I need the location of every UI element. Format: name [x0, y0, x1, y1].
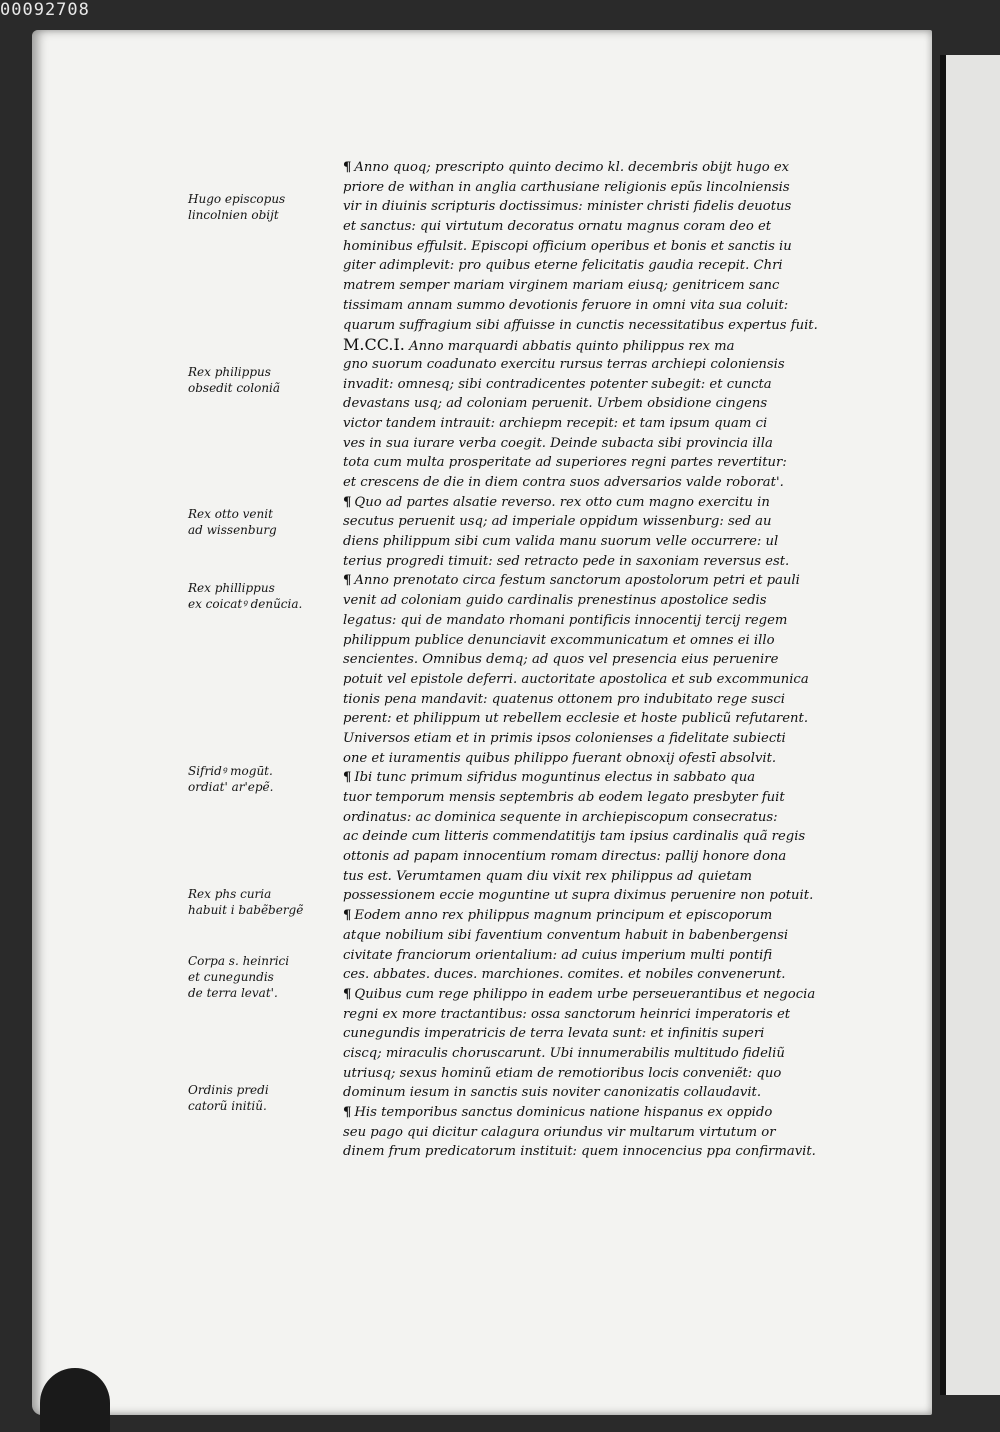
- paragraph-mark: ¶: [343, 1105, 352, 1120]
- paragraph-mark: ¶: [343, 160, 352, 175]
- text-line: regni ex more tractantibus: ossa sanctorum heinrici imperatoris et: [343, 1006, 791, 1022]
- margin-note-line: catorũ initiũ.: [188, 1099, 267, 1113]
- paragraph-mark: ¶: [343, 573, 352, 589]
- text-line: atque nobilium sibi faventium conventum habuit in babenbergensi: [343, 927, 789, 943]
- margin-note: [188, 580, 328, 612]
- text-line: hominibus effulsit. Episcopi officium operibus et bonis et sanctis iu: [343, 238, 792, 254]
- text-line: gno suorum coadunato exercitu rursus terras archiepi coloniensis: [343, 356, 785, 372]
- text-line: tionis pena mandavit: quatenus ottonem pro indubitato rege susci: [343, 691, 785, 707]
- text-line: ¶ Ibi tunc primum sifridus moguntinus electus in sabbato qua: [343, 770, 756, 786]
- margin-note-line: Hugo episcopus: [188, 192, 286, 206]
- year-marker: M.CC.I.: [343, 335, 405, 355]
- margin-note-line: Rex otto venit: [188, 507, 273, 521]
- text-line: utriusq; sexus hominũ etiam de remotioribus locis conveniẽt: quo: [343, 1065, 782, 1081]
- text-line: dinem frum predicatorum instituit: quem innocencius ppa confirmavit.: [343, 1144, 816, 1160]
- thumb-shadow: [40, 1368, 110, 1432]
- text-line: et crescens de die in diem contra suos adversarios valde roborat'.: [343, 475, 784, 490]
- margin-note: [188, 1082, 328, 1114]
- text-line: ¶ Quo ad partes alsatie reverso. rex otto cum magno exercitu in: [343, 494, 770, 510]
- text-line: ¶ Anno quoq; prescripto quinto decimo kl. decembris obijt hugo ex: [343, 160, 790, 175]
- margin-note-line: et cunegundis: [188, 970, 274, 984]
- text-line: ¶ His temporibus sanctus dominicus natione hispanus ex oppido: [343, 1105, 773, 1120]
- text-line: Universos etiam et in primis ipsos colonienses a fidelitate subiecti: [343, 730, 786, 746]
- text-line: tus est. Verumtamen quam diu vixit rex philippus ad quietam: [343, 868, 753, 884]
- text-line: ces. abbates. duces. marchiones. comites. et nobiles convenerunt.: [343, 967, 786, 983]
- margin-note: [188, 886, 328, 918]
- text-line: perent: et philippum ut rebellem ecclesie et hoste publicũ refutarent.: [343, 711, 809, 727]
- margin-note: [188, 506, 328, 538]
- image-id-label: 00092708: [0, 0, 90, 20]
- text-line: matrem semper mariam virginem mariam eiusq; genitricem sanc: [343, 278, 780, 294]
- text-line: victor tandem intrauit: archiepm recepit: et tam ipsum quam ci: [343, 415, 768, 431]
- text-line: seu pago qui dicitur calagura oriundus vir multarum virtutum or: [343, 1124, 776, 1140]
- text-line: ottonis ad papam innocentium romam directus: pallij honore dona: [343, 849, 787, 865]
- margin-note: [188, 191, 328, 223]
- text-line: terius progredi timuit: sed retracto pede in saxoniam reversus est.: [343, 553, 790, 569]
- text-line: devastans usq; ad coloniam peruenit. Urbem obsidione cingens: [343, 396, 768, 412]
- text-line: possessionem eccie moguntine ut supra diximus peruenire non potuit.: [343, 888, 814, 904]
- main-text-block: [343, 158, 895, 1162]
- margin-note-line: ex coicatꝰ denũcia.: [188, 597, 303, 611]
- text-line: ac deinde cum litteris commendatitijs tam ipsius cardinalis quã regis: [343, 829, 806, 845]
- text-line: priore de withan in anglia carthusiane religionis epũs lincolniensis: [343, 179, 790, 195]
- text-line: one et iuramentis quibus philippo fuerant obnoxij ofestī absolvit.: [343, 750, 777, 766]
- text-line: legatus: qui de mandato rhomani pontificis innocentij tercij regem: [343, 612, 788, 628]
- text-line: M.CC.I. Anno marquardi abbatis quinto philippus rex ma: [343, 335, 735, 355]
- text-line: quarum suffragium sibi affuisse in cunctis necessitatibus expertus fuit.: [343, 317, 818, 333]
- margin-note-line: obsedit coloniã: [188, 381, 281, 395]
- text-line: tissimam annam summo devotionis feruore in omni vita sua coluit:: [343, 297, 789, 313]
- margin-note-line: habuit i babẽbergẽ: [188, 903, 304, 917]
- margin-note-line: Sifridꝰ mogūt.: [188, 764, 273, 778]
- text-line: civitate franciorum orientalium: ad cuius imperium multi pontifi: [343, 947, 773, 963]
- paragraph-mark: ¶: [343, 494, 352, 510]
- text-line: tuor temporum mensis septembris ab eodem legato presbyter fuit: [343, 790, 785, 805]
- paragraph-mark: ¶: [343, 908, 352, 924]
- paragraph-mark: ¶: [343, 986, 352, 1002]
- text-line: ordinatus: ac dominica sequente in archiepiscopum consecratus:: [343, 809, 778, 825]
- text-line: diens philippum sibi cum valida manu suorum velle occurrere: ul: [343, 534, 779, 550]
- text-line: cunegundis imperatricis de terra levata sunt: et infinitis superi: [343, 1026, 765, 1042]
- margin-note-line: de terra levat'.: [188, 986, 278, 1000]
- text-line: ciscq; miraculis choruscarunt. Ubi innumerabilis multitudo fideliũ: [343, 1045, 785, 1061]
- text-line: sencientes. Omnibus demq; ad quos vel presencia eius peruenire: [343, 652, 779, 668]
- margin-note: [188, 953, 328, 1001]
- paragraph-mark: ¶: [343, 770, 352, 786]
- margin-note: [188, 364, 328, 396]
- text-line: potuit vel epistole deferri. auctoritate apostolica et sub excommunica: [343, 671, 809, 687]
- text-line: et sanctus: qui virtutum decoratus ornatu magnus coram deo et: [343, 219, 772, 235]
- margin-note-line: ad wissenburg: [188, 523, 277, 537]
- text-line: venit ad coloniam guido cardinalis prenestinus apostolice sedis: [343, 593, 767, 609]
- text-line: secutus peruenit usq; ad imperiale oppidum wissenburg: sed au: [343, 514, 772, 530]
- text-line: giter adimplevit: pro quibus eterne felicitatis gaudia recepit. Chri: [343, 258, 783, 274]
- text-line: philippum publice denunciavit excommunicatum et omnes ei illo: [343, 632, 775, 648]
- text-line: ¶ Anno prenotato circa festum sanctorum apostolorum petri et pauli: [343, 573, 800, 589]
- text-line: ¶ Eodem anno rex philippus magnum principum et episcoporum: [343, 908, 773, 924]
- margin-note-line: Rex phillippus: [188, 581, 275, 595]
- text-line: vir in diuinis scripturis doctissimus: minister christi fidelis deuotus: [343, 199, 792, 215]
- text-line: invadit: omnesq; sibi contradicentes potenter subegit: et cuncta: [343, 376, 772, 392]
- margin-note: [188, 763, 328, 795]
- text-line: dominum iesum in sanctis suis noviter canonizatis collaudavit.: [343, 1085, 762, 1101]
- text-line: ves in sua iurare verba coegit. Deinde subacta sibi provincia illa: [343, 435, 773, 451]
- margin-note-line: Corpa s. heinrici: [188, 954, 290, 968]
- margin-note-line: ordiat' ar'epẽ.: [188, 780, 274, 794]
- text-line: ¶ Quibus cum rege philippo in eadem urbe perseuerantibus et negocia: [343, 986, 816, 1002]
- margin-note-line: Rex philippus: [188, 365, 271, 379]
- facing-page-edge: [940, 55, 1000, 1395]
- margin-note-line: Ordinis predi: [188, 1083, 269, 1097]
- text-line: tota cum multa prosperitate ad superiores regni partes revertitur:: [343, 455, 787, 471]
- margin-note-line: Rex phs curia: [188, 887, 272, 901]
- margin-note-line: lincolnien obijt: [188, 208, 279, 222]
